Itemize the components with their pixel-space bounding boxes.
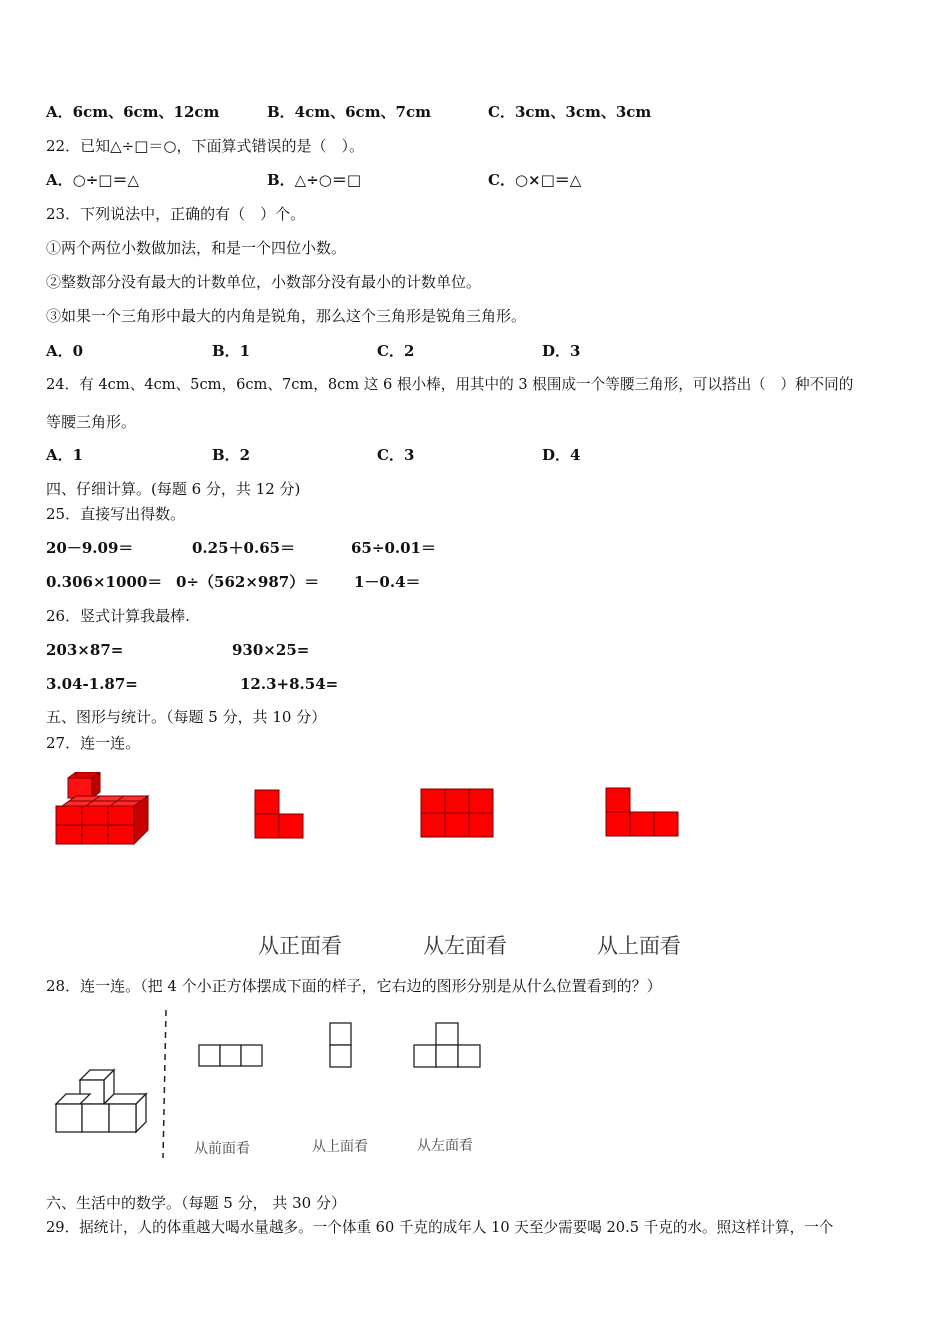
q23-stem: 23．下列说法中，正确的有（ ）个。 (46, 205, 306, 223)
q28-view-shape-2 (328, 1021, 354, 1069)
q22-option-c: C．○×□＝△ (488, 171, 582, 189)
q28-cube-stack (52, 1066, 150, 1138)
q24-option-b: B．2 (212, 446, 251, 464)
q25-expr-2: 0.25＋0.65＝ (192, 539, 296, 557)
q23-statement-2: ②整数部分没有最大的计数单位，小数部分没有最小的计数单位。 (46, 273, 482, 291)
q27-view-shape-2 (420, 788, 494, 838)
q25-expr-6: 1－0.4＝ (354, 573, 421, 591)
q28-view-shape-3 (413, 1021, 483, 1069)
q24-option-c: C．3 (377, 446, 415, 464)
q26-expr-3: 3.04-1.87= (46, 675, 138, 693)
q27-caption-front: 从正面看 (258, 934, 342, 958)
q27-caption-left: 从左面看 (423, 934, 507, 958)
q28-dashed-divider (158, 1010, 172, 1158)
q28-caption-top: 从上面看 (312, 1139, 368, 1155)
q25-expr-1: 20－9.09＝ (46, 539, 134, 557)
q25-stem: 25．直接写出得数。 (46, 505, 186, 523)
q25-expr-3: 65÷0.01＝ (351, 539, 436, 557)
section-5-title: 五、图形与统计。（每题 5 分，共 10 分） (46, 708, 327, 726)
q26-expr-4: 12.3+8.54= (240, 675, 339, 693)
q22-stem: 22．已知△÷□＝○，下面算式错误的是（ ）。 (46, 137, 364, 155)
q27-caption-top: 从上面看 (597, 934, 681, 958)
q28-view-shape-1 (198, 1043, 266, 1067)
q28-stem: 28．连一连。（把 4 个小正方体摆成下面的样子，它右边的图形分别是从什么位置看到的？） (46, 977, 662, 995)
section-6-title: 六、生活中的数学。（每题 5 分， 共 30 分） (46, 1194, 346, 1212)
q24-option-a: A．1 (46, 446, 84, 464)
q23-statement-1: ①两个两位小数做加法，和是一个四位小数。 (46, 239, 347, 257)
q27-view-shape-3 (605, 787, 679, 837)
q21-option-b: B．4cm、6cm、7cm (267, 103, 432, 121)
q26-stem: 26．竖式计算我最棒. (46, 607, 190, 625)
q26-expr-2: 930×25= (232, 641, 310, 659)
q24-stem-line2: 等腰三角形。 (46, 413, 137, 431)
q29-stem: 29．据统计，人的体重越大喝水量越多。一个体重 60 千克的成年人 10 天至少需要喝 20.5 千克的水。照这样计算，一个 (46, 1219, 834, 1236)
q27-solid-figure (50, 772, 152, 848)
q23-option-d: D．3 (542, 342, 581, 360)
q25-expr-4: 0.306×1000＝ (46, 573, 163, 591)
q23-statement-3: ③如果一个三角形中最大的内角是锐角，那么这个三角形是锐角三角形。 (46, 307, 527, 325)
q23-option-c: C．2 (377, 342, 415, 360)
q23-option-a: A．0 (46, 342, 84, 360)
q21-option-c: C．3cm、3cm、3cm (488, 103, 652, 121)
q27-view-shape-1 (254, 789, 304, 839)
q27-stem: 27．连一连。 (46, 734, 141, 752)
q28-caption-left: 从左面看 (417, 1138, 473, 1154)
q22-option-a: A．○÷□＝△ (46, 171, 140, 189)
q28-caption-front: 从前面看 (194, 1141, 250, 1157)
q22-option-b: B．△÷○＝□ (267, 171, 362, 189)
q21-option-a: A．6cm、6cm、12cm (46, 103, 220, 121)
q24-option-d: D．4 (542, 446, 581, 464)
q26-expr-1: 203×87= (46, 641, 124, 659)
section-4-title: 四、仔细计算。(每题 6 分，共 12 分) (46, 480, 301, 498)
q25-expr-5: 0÷（562×987）＝ (176, 573, 320, 591)
q23-option-b: B．1 (212, 342, 251, 360)
q24-stem-line1: 24．有 4cm、4cm、5cm，6cm、7cm，8cm 这 6 根小棒，用其中的 3 根围成一个等腰三角形，可以搭出（ ）种不同的 (46, 376, 854, 393)
